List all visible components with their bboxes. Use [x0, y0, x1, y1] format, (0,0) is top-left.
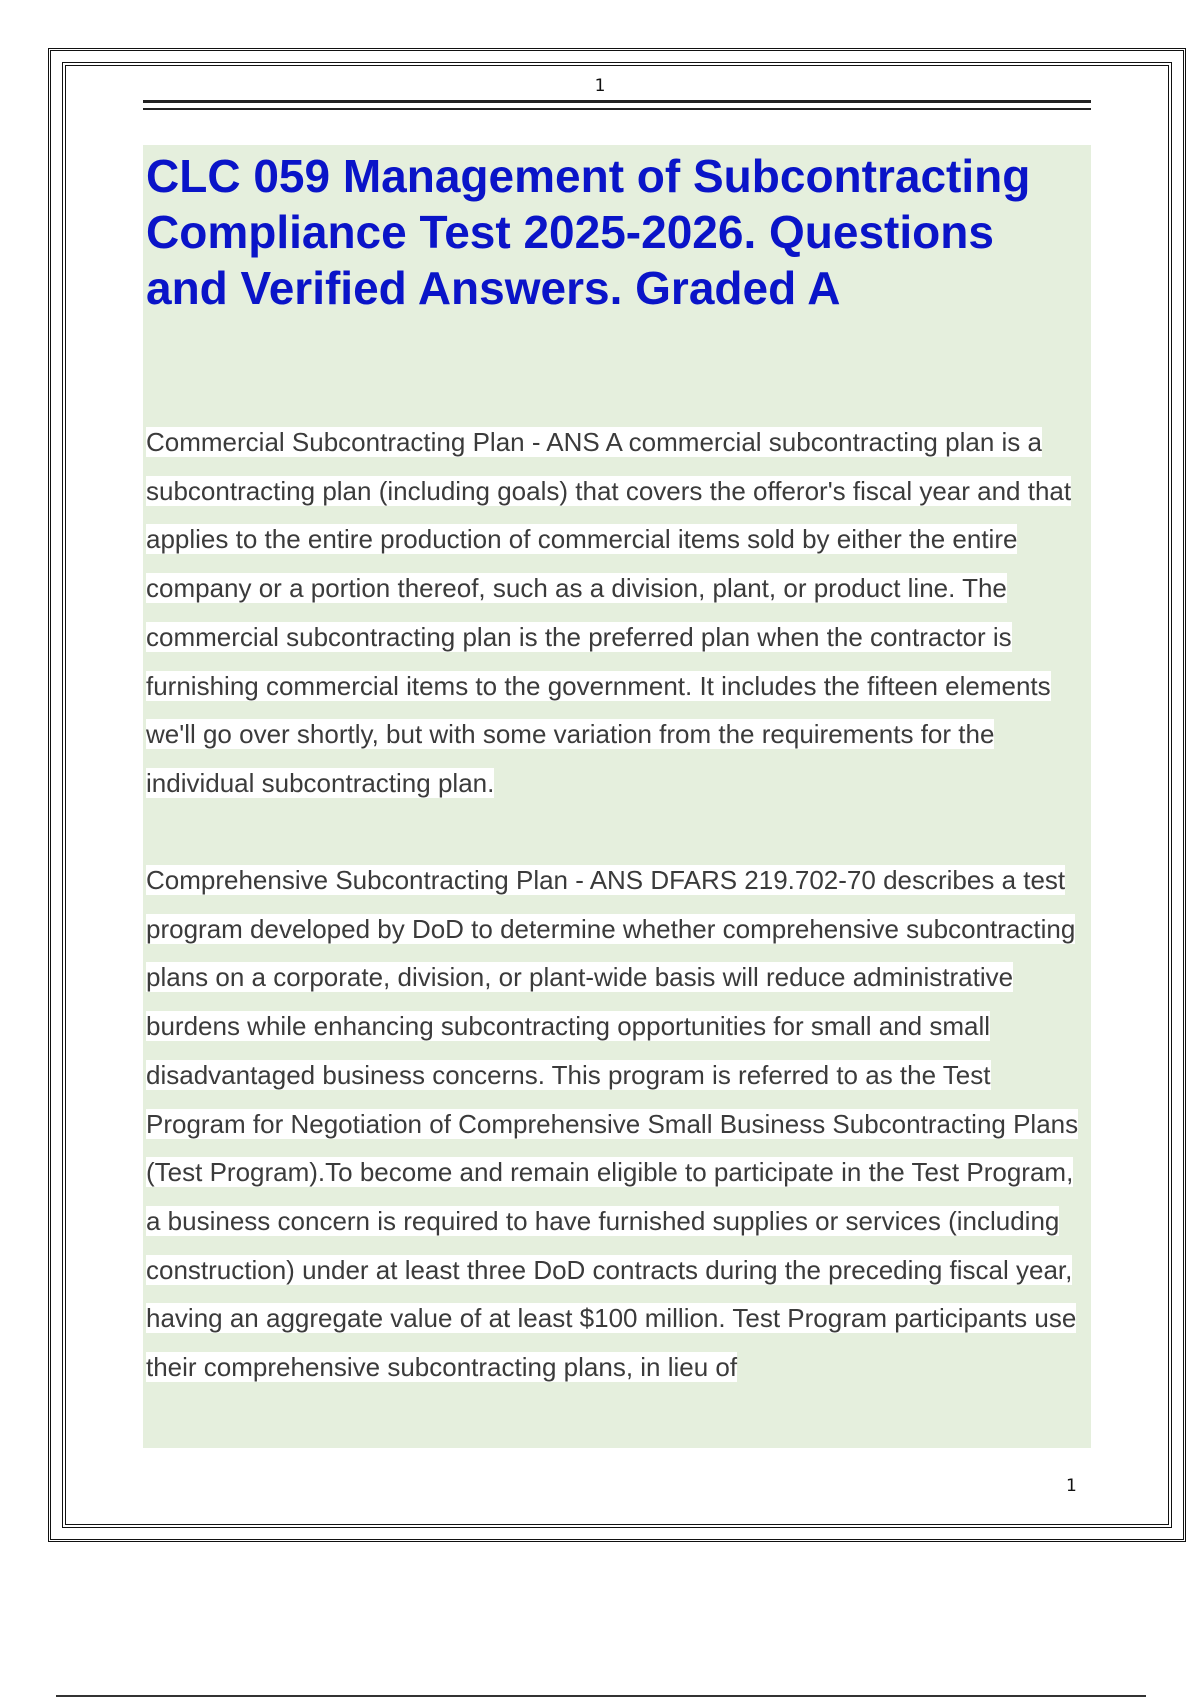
footer-page-number: 1	[1066, 1476, 1077, 1496]
qa-entry-text: Commercial Subcontracting Plan - ANS A commercial subcontracting plan is a subcontracting plan (including goals) that covers the offeror's fiscal year and that applies to the entire production of commercial items sold by either the entire company or a portion thereof, such as a division, plant, or product line. The commercial subcontracting plan is the preferred plan when the contractor is furnishing commercial items to the government. It includes the fifteen elements we'll go over shortly, but with some variation from the requirements for the individual subcontracting plan.	[146, 427, 1072, 798]
qa-entry-comprehensive-plan	[146, 856, 1086, 1392]
qa-entry-commercial-plan	[146, 418, 1086, 808]
document-title: CLC 059 Management of Subcontracting Compliance Test 2025-2026. Questions and Verified Answers. Graded A	[146, 150, 1031, 314]
next-page-top-rule	[56, 1695, 1146, 1697]
qa-entry-text: Comprehensive Subcontracting Plan - ANS DFARS 219.702-70 describes a test program developed by DoD to determine whether comprehensive subcontracting plans on a corporate, division, or plant-wide basis will reduce administrative burdens while enhancing subcontracting opportunities for small and small disadvantaged business concerns. This program is referred to as the Test Program for Negotiation of Comprehensive Small Business Subcontracting Plans (Test Program).To become and remain eligible to participate in the Test Program, a business concern is required to have furnished supplies or services (including construction) under at least three DoD contracts during the preceding fiscal year, having an aggregate value of at least $100 million. Test Program participants use their comprehensive subcontracting plans, in lieu of	[146, 865, 1079, 1383]
header-rule	[143, 100, 1091, 110]
header-page-number: 1	[594, 76, 606, 96]
